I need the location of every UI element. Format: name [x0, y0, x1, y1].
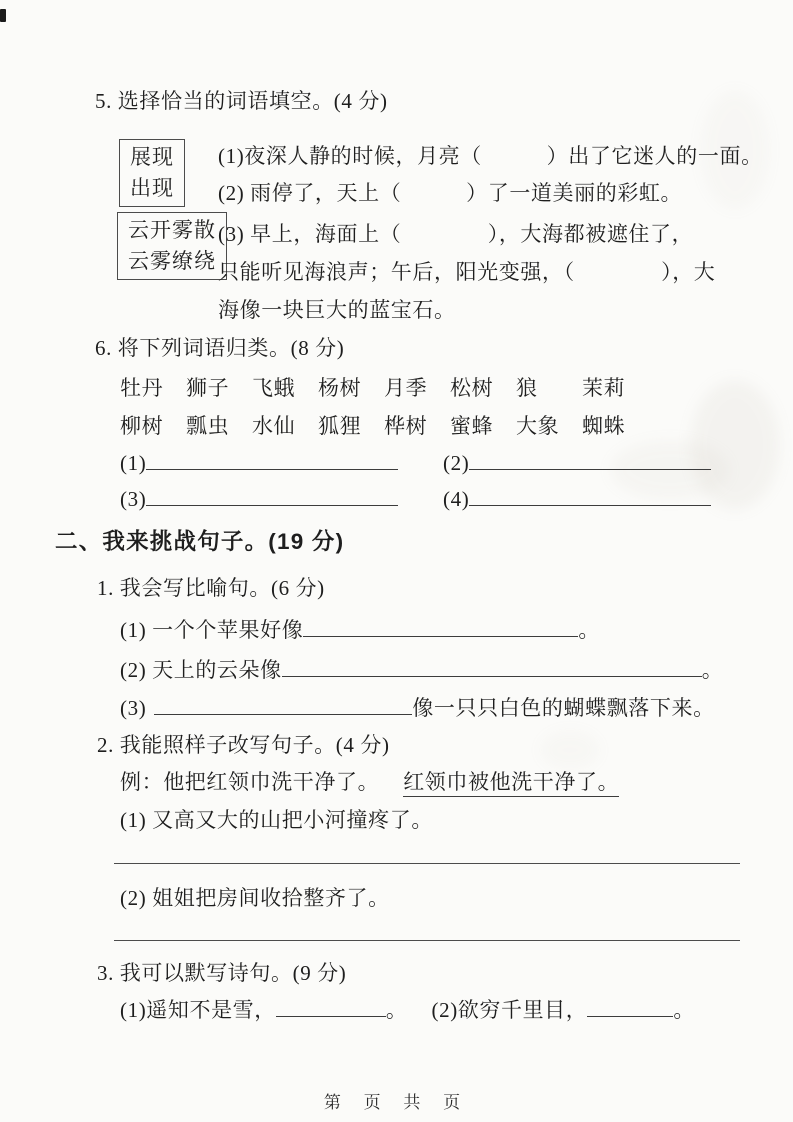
item-text: 。 [578, 618, 600, 642]
word-choice: 云雾缭绕 [128, 249, 216, 273]
word-item: 狼 [516, 376, 538, 400]
q5-item-1: (1)夜深人静的时候，月亮（ ）出了它迷人的一面。 [218, 144, 763, 168]
item-text: 。 [673, 998, 695, 1022]
word-choice: 云开雾散 [128, 218, 216, 242]
word-item: 桦树 [384, 414, 428, 438]
word-item: 茉莉 [582, 376, 626, 400]
word-item: 松树 [450, 376, 494, 400]
word-item: 月季 [384, 376, 428, 400]
word-item: 狮子 [186, 376, 230, 400]
q6-word-list-row-1 [120, 373, 625, 403]
q6-category-blank-2 [443, 448, 711, 478]
word-item: 柳树 [120, 414, 164, 438]
q5-choices-box-2 [117, 212, 227, 280]
simile-item-3 [120, 693, 715, 723]
word-item: 杨树 [318, 376, 362, 400]
word-choice: 出现 [130, 176, 174, 200]
question-5-title: 5. 选择恰当的词语填空。(4 分) [95, 89, 388, 113]
word-choice: 展现 [130, 145, 174, 169]
word-item: 蜘蛛 [582, 414, 626, 438]
answer-blank[interactable] [469, 450, 711, 470]
item-text: (2) 天上的云朵像 [120, 658, 282, 682]
section2-sub1-title: 1. 我会写比喻句。(6 分) [97, 576, 325, 600]
answer-line[interactable] [114, 940, 740, 941]
section-2-title: 二、我来挑战句子。(19 分) [55, 529, 345, 554]
item-text: (1) 一个个苹果好像 [120, 618, 304, 642]
word-item: 瓢虫 [186, 414, 230, 438]
blank-label: (1) [120, 451, 147, 475]
answer-blank[interactable] [587, 997, 673, 1017]
scan-smudge [540, 730, 600, 770]
item-text: (3) [120, 696, 147, 720]
answer-blank[interactable] [282, 657, 702, 677]
item-text: 。 [385, 998, 408, 1022]
rewrite-item-2: (2) 姐姐把房间收拾整齐了。 [120, 886, 390, 910]
word-item: 狐狸 [318, 414, 362, 438]
word-item: 蜜蜂 [450, 414, 494, 438]
word-item: 牡丹 [120, 376, 164, 400]
section2-sub3-title: 3. 我可以默写诗句。(9 分) [97, 961, 347, 985]
answer-blank[interactable] [469, 486, 711, 506]
word-item: 大象 [516, 414, 560, 438]
answer-blank[interactable] [154, 695, 412, 715]
blank-label: (3) [120, 487, 147, 511]
answer-line[interactable] [114, 863, 740, 864]
page-footer: 第 页 共 页 [323, 1093, 470, 1112]
simile-item-2 [120, 655, 723, 685]
q6-category-blank-1 [120, 448, 398, 478]
item-text: (1)遥知不是雪， [120, 998, 276, 1022]
question-6-title: 6. 将下列词语归类。(8 分) [95, 336, 345, 360]
answer-blank[interactable] [146, 450, 398, 470]
section2-sub2-title: 2. 我能照样子改写句子。(4 分) [97, 733, 390, 757]
item-text: (2)欲穷千里目， [431, 998, 588, 1022]
item-text: 像一只只白色的蝴蝶飘落下来。 [412, 696, 715, 720]
answer-blank[interactable] [276, 997, 386, 1017]
q5-item-2: (2) 雨停了，天上（ ）了一道美丽的彩虹。 [218, 181, 683, 205]
q6-category-blank-4 [443, 484, 711, 514]
simile-item-1 [120, 615, 600, 645]
blank-label: (2) [443, 451, 470, 475]
answer-blank[interactable] [146, 486, 398, 506]
q5-item-3-line-1: (3) 早上，海面上（ ），大海都被遮住了， [218, 222, 694, 246]
word-item: 飞蛾 [252, 376, 296, 400]
item-text: 。 [701, 658, 724, 682]
q6-category-blank-3 [120, 484, 398, 514]
example-prompt: 例：他把红领巾洗干净了。 [120, 770, 380, 794]
poem-items [120, 995, 695, 1025]
example-answer-underlined: 红领巾被他洗干净了。 [403, 770, 619, 797]
q5-item-3-line-3: 海像一块巨大的蓝宝石。 [218, 298, 456, 322]
blank-label: (4) [443, 487, 470, 511]
q6-word-list-row-2 [120, 411, 625, 441]
scan-artifact-corner [0, 9, 6, 22]
q5-choices-box-1 [119, 139, 185, 207]
q5-item-3-line-2: 只能听见海浪声；午后，阳光变强，（ ），大 [218, 260, 716, 284]
rewrite-example [120, 767, 619, 797]
rewrite-item-1: (1) 又高又大的山把小河撞疼了。 [120, 808, 433, 832]
word-item: 水仙 [252, 414, 296, 438]
answer-blank[interactable] [303, 617, 578, 637]
